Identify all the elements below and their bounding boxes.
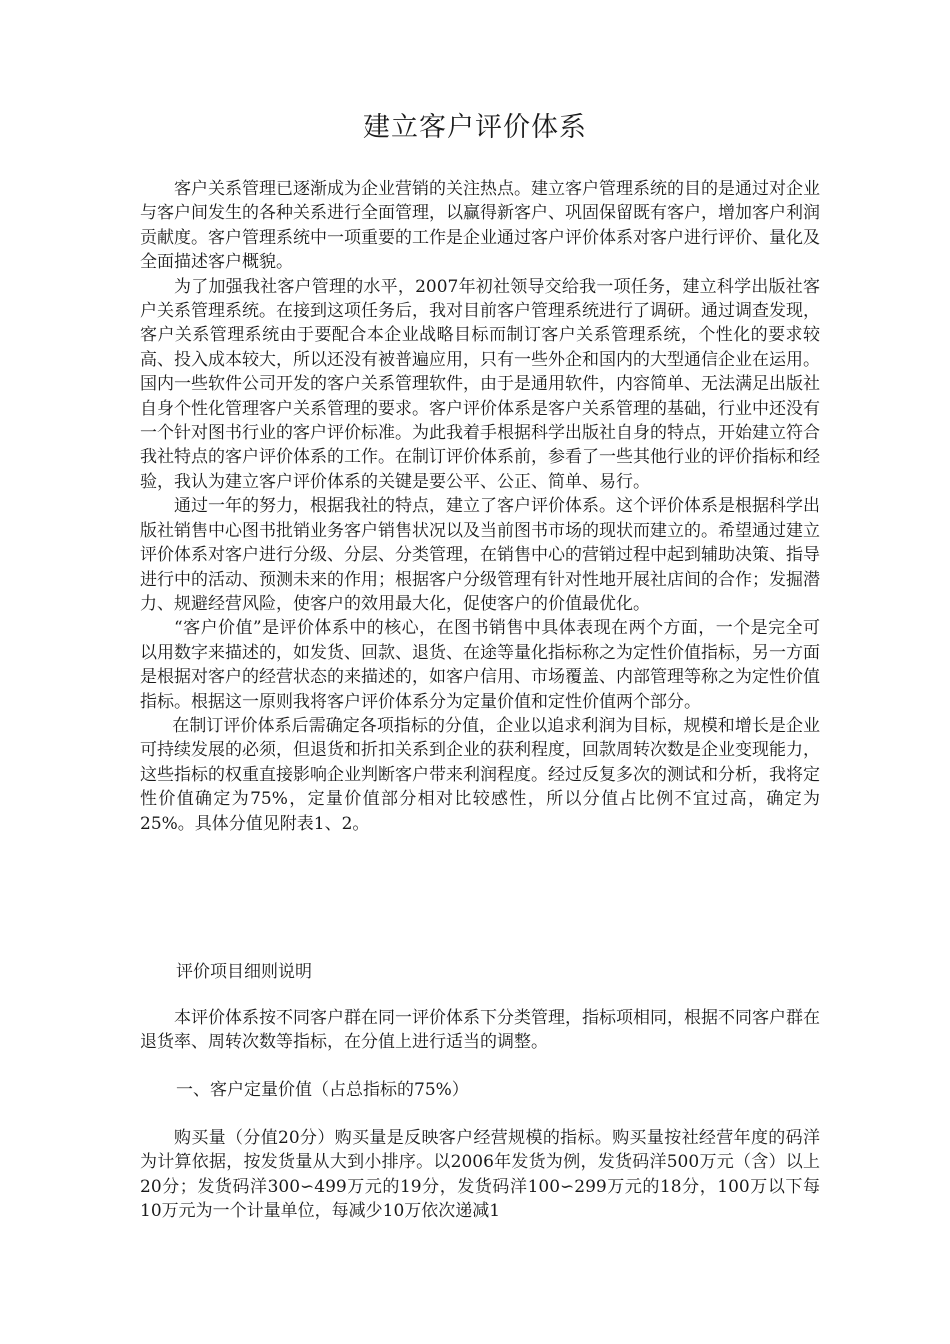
- paragraph-5: 在制订评价体系后需确定各项指标的分值，企业以追求利润为目标，规模和增长是企业可持续发展的必须，但退货和折扣关系到企业的获利程度，回款周转次数是企业变现能力，这些指标的权重直接影响企业判断客户带来利润程度。经过反复多次的测试和分析，我将定性价值确定为75%，定量价值部分相对比较感性，所以分值占比例不宜过高，确定为25%。具体分值见附表1、2。: [140, 715, 820, 834]
- purchase-volume-paragraph: 购买量（分值20分）购买量是反映客户经营规模的指标。购买量按社经营年度的码洋为计算依据，按发货量从大到小排序。以2006年发货为例，发货码洋500万元（含）以上20分；发货码洋300∽499万元的19分，发货码洋100∽299万元的18分，100万以下每10万元为一个计量单位，每减少10万依次递减1: [140, 1128, 820, 1222]
- main-body: [140, 177, 820, 836]
- paragraph-2: 为了加强我社客户管理的水平，2007年初社领导交给我一项任务，建立科学出版社客户关系管理系统。在接到这项任务后，我对目前客户管理系统进行了调研。通过调查发现，客户关系管理系统由于要配合本企业战略目标而制订客户关系管理系统，个性化的要求较高、投入成本较大，所以还没有被普遍应用，只有一些外企和国内的大型通信企业在运用。国内一些软件公司开发的客户关系管理软件，由于是通用软件，内容简单、无法满足出版社自身个性化管理客户关系管理的要求。客户评价体系是客户关系管理的基础，行业中还没有一个针对图书行业的客户评价标准。为此我着手根据科学出版社自身的特点，开始建立符合我社特点的客户评价体系的工作。在制订评价体系前，参看了一些其他行业的评价指标和经验，我认为建立客户评价体系的关键是要公平、公正、简单、易行。: [140, 276, 820, 492]
- last-block: [140, 1126, 820, 1224]
- document-title: 建立客户评价体系: [363, 112, 587, 143]
- intro-block: [140, 1006, 820, 1055]
- paragraph-4: “客户价值”是评价体系中的核心，在图书销售中具体表现在两个方面，一个是完全可以用数字来描述的，如发货、回款、退货、在途等量化指标称之为定性价值指标，另一方面是根据对客户的经营状态的来描述的，如客户信用、市场覆盖、内部管理等称之为定性价值指标。根据这一原则我将客户评价体系分为定量价值和定性价值两个部分。: [140, 618, 820, 712]
- subheading-quantitative-value: 一、客户定量价值（占总指标的75%）: [176, 1080, 469, 1100]
- paragraph-3: 通过一年的努力，根据我社的特点，建立了客户评价体系。这个评价体系是根据科学出版社销售中心图书批销业务客户销售状况以及当前图书市场的现状而建立的。希望通过建立评价体系对客户进行分级、分层、分类管理，在销售中心的营销过程中起到辅助决策、指导进行中的活动、预测未来的作用；根据客户分级管理有针对性地开展社店间的合作；发掘潜力、规避经营风险，使客户的效用最大化，促使客户的价值最优化。: [140, 496, 820, 614]
- intro-paragraph: 本评价体系按不同客户群在同一评价体系下分类管理，指标项相同，根据不同客户群在退货率、周转次数等指标，在分值上进行适当的调整。: [140, 1008, 820, 1053]
- paragraph-1: 客户关系管理已逐渐成为企业营销的关注热点。建立客户管理系统的目的是通过对企业与客户间发生的各种关系进行全面管理，以赢得新客户、巩固保留既有客户，增加客户利润贡献度。客户管理系统中一项重要的工作是企业通过客户评价体系对客户进行评价、量化及全面描述客户概貌。: [140, 179, 820, 273]
- section-heading: 评价项目细则说明: [176, 962, 312, 982]
